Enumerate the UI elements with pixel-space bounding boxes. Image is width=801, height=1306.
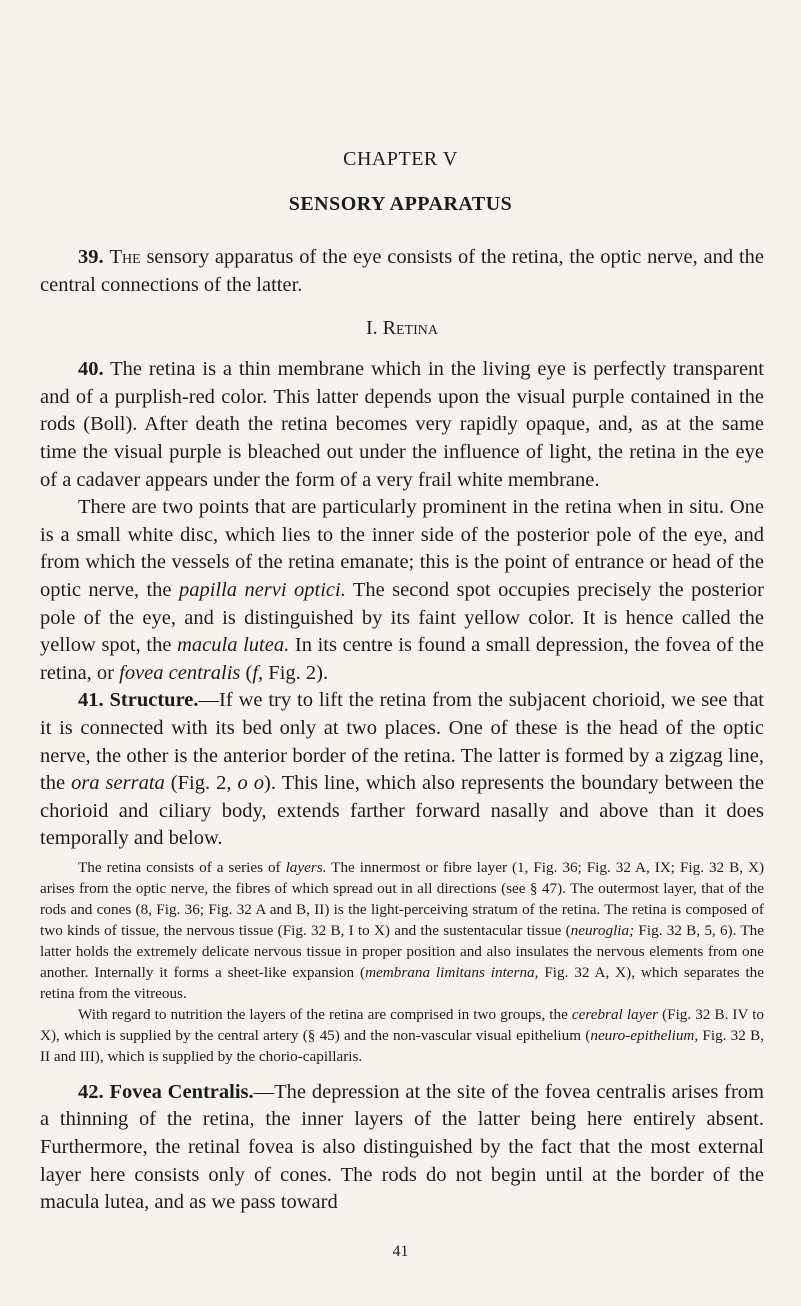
text-run: The retina consists of a series of (78, 858, 286, 876)
text-run: Fig. 2). (263, 661, 329, 684)
paragraph-39 (40, 244, 764, 299)
text-run: There are two points that are particularly prominent in the retina when in situ. One is a small white disc, which lies to the inner side of the posterior pole of the eye, and from which the vessels of the retina emanate; this is the point of entrance or head of the optic nerve, the (40, 496, 764, 601)
page-number: 41 (392, 1243, 409, 1260)
italic-term: cerebral layer (571, 1005, 659, 1023)
italic-term: membrana limitans interna, (365, 963, 539, 981)
italic-term: neuroglia; (570, 921, 635, 939)
italic-term: ora serrata (71, 772, 165, 795)
small-print-paragraph (40, 857, 764, 1004)
text-run: Fig. 32 B, 5, 6). The latter holds the extremely delicate nervous tissue in proper position and also insulates the nervous elements from one another. Internally it forms a sheet-like expansion ( (40, 921, 764, 981)
text-run: With regard to nutrition the layers of the retina are comprised in two groups, the (78, 1005, 572, 1023)
chapter-heading: CHAPTER V (343, 148, 458, 170)
text-run: —The depression at the site of the fovea centralis arises from a thinning of the retina, the inner layers of the latter being here entirely absent. Furthermore, the retinal fovea is also distinguished by the fact that the most external layer here consists only of cones. The rods do not begin until at the border of the macula lutea, and as we pass toward (40, 1080, 764, 1214)
paragraph-42 (40, 1079, 764, 1217)
section-title: I. Retina (366, 317, 438, 340)
text-run: The second spot occupies precisely the posterior pole of the eye, and is distinguished by its faint yellow color. It is hence called the yellow spot, the (40, 578, 764, 657)
italic-term: layers. (285, 858, 327, 876)
paragraph-heading: Fovea Centralis. (109, 1080, 254, 1103)
text-run: (Fig. 2, (164, 772, 238, 795)
paragraph-number: 42. (78, 1080, 104, 1103)
paragraph-number: 41. (78, 689, 104, 712)
text-run: ). This line, which also represents the boundary between the chorioid and ciliary body, extends farther forward nasally and above than it does temporally and below. (40, 772, 764, 850)
lead-word: The (109, 246, 141, 268)
text-run: Fig. 32 B, II and III), which is supplied by the chorio-capillaris. (40, 1026, 765, 1065)
italic-term: neuro-epithelium, (590, 1026, 699, 1044)
italic-term: o o (237, 772, 264, 795)
section-heading (40, 317, 764, 340)
paragraph-41 (40, 687, 764, 853)
paragraph-40 (40, 356, 764, 494)
chapter-title: SENSORY APPARATUS (288, 193, 513, 215)
italic-term: fovea centralis (119, 661, 241, 684)
paragraph-number: 39. (78, 246, 104, 268)
text-run: Fig. 32 A, X), which separates the retina from the vitreous. (40, 963, 764, 1002)
paragraph-heading: Structure. (109, 689, 199, 712)
paragraph-text: The retina is a thin membrane which in the living eye is perfectly transparent and of a purplish-red color. This latter depends upon the visual purple contained in the rods (Boll). After death the retina becomes very rapidly opaque, and, as at the same time the visual purple is bleached out under the influence of light, the retina in the eye of a cadaver appears under the form of a very frail white membrane. (40, 358, 764, 491)
body-text (40, 244, 764, 1217)
text-run: —If we try to lift the retina from the subjacent chorioid, we see that it is connected with its bed only at two places. One of these is the head of the optic nerve, the other is the anterior border of the retina. The latter is formed by a zigzag line, the (40, 689, 765, 795)
text-run: In its centre is found a small depression, the fovea of the retina, or (40, 634, 765, 684)
text-run: ( (240, 661, 253, 684)
paragraph-text: sensory apparatus of the eye consists of the retina, the optic nerve, and the central connections of the latter. (40, 246, 764, 296)
paragraph-number: 40. (78, 358, 104, 381)
italic-term: f, (252, 661, 264, 684)
paragraph-40-continued (40, 494, 764, 687)
italic-term: macula lutea. (177, 634, 290, 657)
small-print-paragraph (40, 1004, 764, 1067)
italic-term: papilla nervi optici. (178, 578, 346, 601)
text-run: The innermost or fibre layer (1, Fig. 36; Fig. 32 A, IX; Fig. 32 B, X) arises from the optic nerve, the fibres of which spread out in all directions (see § 47). The outermost layer, that of the rods and cones (8, Fig. 36; Fig. 32 A and B, II) is the light-perceiving stratum of the retina. The retina is composed of two kinds of tissue, the nervous tissue (Fig. 32 B, I to X) and the sustentacular tissue ( (40, 858, 765, 939)
text-run: (Fig. 32 B. IV to X), which is supplied by the central artery (§ 45) and the non-vascular visual epithelium ( (40, 1005, 765, 1044)
